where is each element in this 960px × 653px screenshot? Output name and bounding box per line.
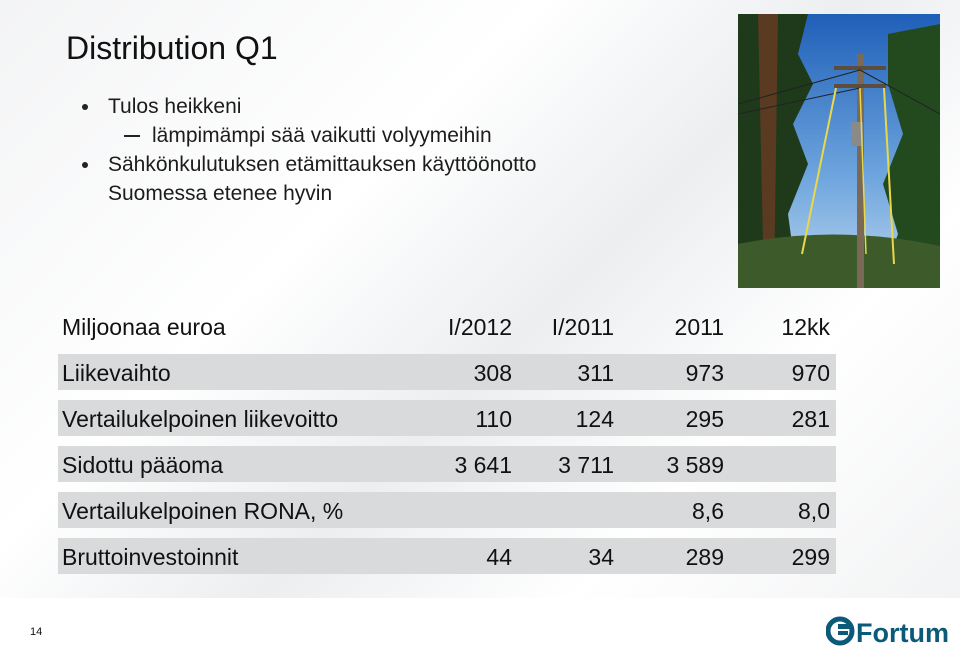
- bullet-text: Tulos heikkeni: [108, 95, 242, 118]
- row-label: Sidottu pääoma: [62, 452, 224, 478]
- table-cell: 8,6: [692, 498, 724, 524]
- table-row: [58, 538, 836, 574]
- row-label: Bruttoinvestoinnit: [62, 544, 239, 570]
- table-cell: 973: [685, 360, 724, 386]
- table-header-row: [58, 308, 836, 344]
- sub-bullet-item: [82, 121, 536, 150]
- dash-marker: [124, 135, 140, 137]
- table-row: [58, 446, 836, 482]
- table-cell: 44: [486, 544, 512, 570]
- table-cell: 299: [791, 544, 830, 570]
- column-header: Miljoonaa euroa: [62, 314, 226, 340]
- table-cell: 8,0: [798, 498, 830, 524]
- bullet-dot: [82, 162, 88, 168]
- table-cell: 311: [577, 360, 614, 386]
- row-label: Vertailukelpoinen liikevoitto: [62, 406, 339, 432]
- power-line-photo: [738, 14, 940, 288]
- table-cell: 34: [588, 544, 614, 570]
- table-row: [58, 354, 836, 390]
- fortum-logo: [826, 614, 958, 648]
- table-cell: 3 589: [666, 452, 724, 478]
- bullet-list: [82, 92, 536, 208]
- bullet-item-continuation: [82, 179, 536, 208]
- row-label: Vertailukelpoinen RONA, %: [62, 498, 344, 524]
- page-number: 14: [30, 626, 43, 638]
- table-cell: 3 641: [454, 452, 512, 478]
- row-label: Liikevaihto: [62, 360, 171, 386]
- table-row: [58, 400, 836, 436]
- table-cell: 124: [575, 406, 614, 432]
- bullet-text: Sähkönkulutuksen etämittauksen käyttöönotto: [108, 153, 537, 176]
- column-header: 12kk: [781, 314, 830, 340]
- table-cell: 289: [685, 544, 724, 570]
- table-cell: 281: [791, 406, 830, 432]
- column-header: I/2012: [448, 314, 512, 340]
- table-cell: 970: [791, 360, 830, 386]
- bullet-item: [82, 150, 536, 179]
- bullet-text: Suomessa etenee hyvin: [108, 182, 333, 205]
- power-pole-image: [738, 14, 940, 288]
- bullet-dot: [82, 104, 88, 110]
- table-cell: 110: [475, 406, 512, 432]
- table-cell: 295: [685, 406, 724, 432]
- fortum-logo-icon: [826, 614, 958, 648]
- table-row: [58, 492, 836, 528]
- financial-table: [58, 308, 836, 584]
- logo-wordmark: Fortum: [856, 618, 949, 648]
- column-header: 2011: [674, 314, 724, 340]
- column-header: I/2011: [551, 314, 614, 340]
- sub-bullet-text: lämpimämpi sää vaikutti volyymeihin: [152, 124, 492, 147]
- table-cell: 308: [473, 360, 512, 386]
- bullet-item: [82, 92, 536, 121]
- table-cell: 3 711: [558, 452, 614, 478]
- slide-title: Distribution Q1: [66, 30, 278, 66]
